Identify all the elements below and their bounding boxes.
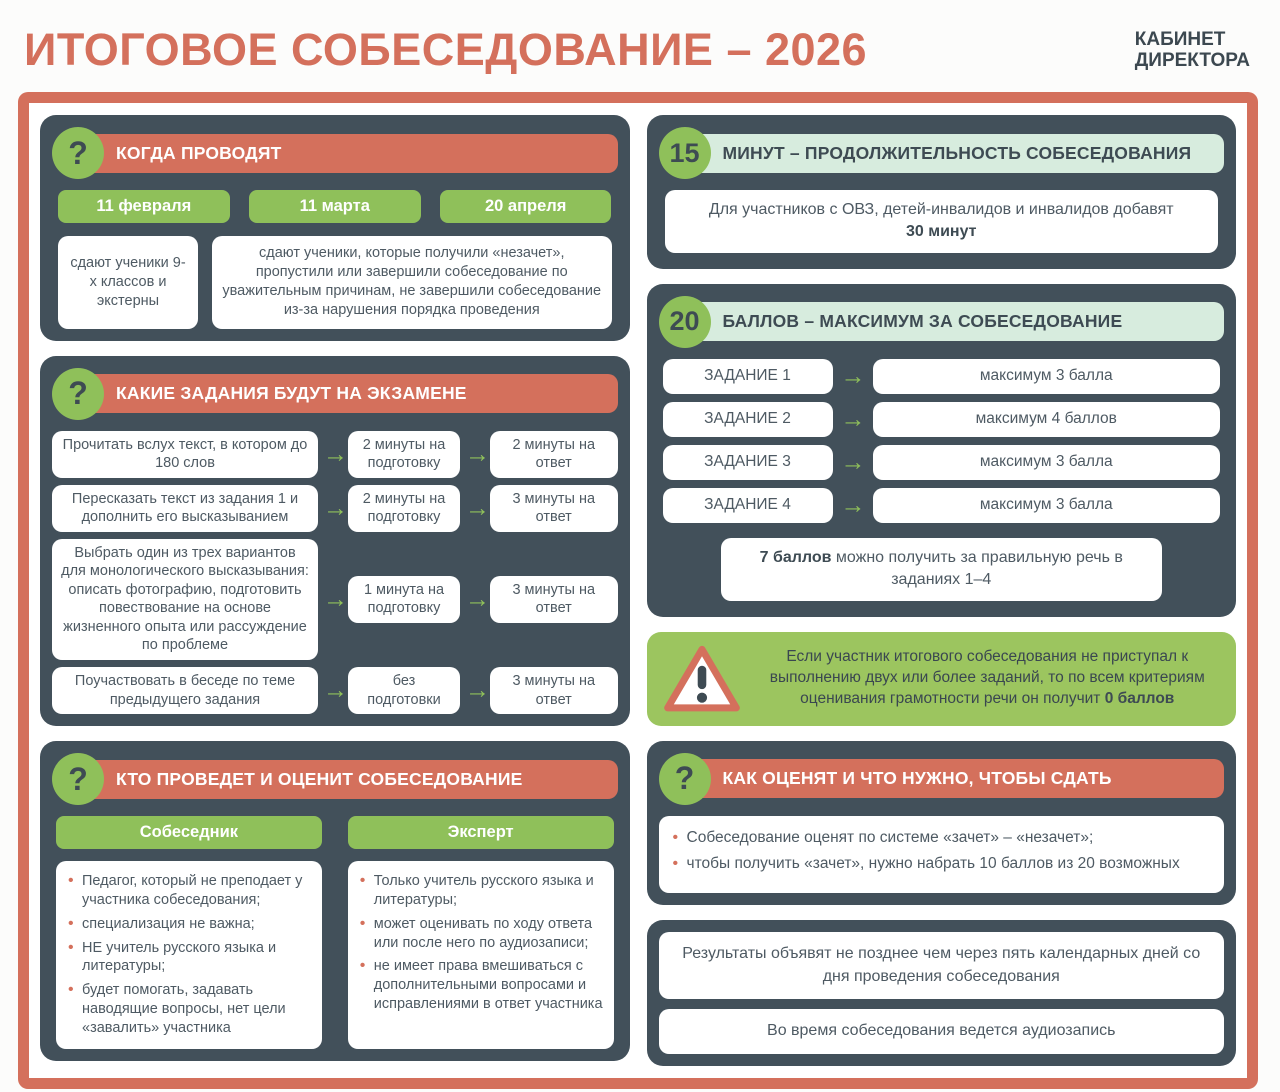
date-badge-march: 11 марта: [249, 190, 421, 223]
date-badge-february: 11 февраля: [58, 190, 230, 223]
expert-list: [348, 861, 614, 1049]
brand-line-2: ДИРЕКТОРА: [1134, 50, 1250, 71]
score-max-value: максимум 3 балла: [873, 488, 1221, 523]
content-frame: [18, 92, 1258, 1089]
warning-triangle-icon: [663, 643, 741, 715]
results-note-deadline: Результаты объявят не позднее чем через пять календарных дней со дня проведения собеседования: [659, 932, 1225, 999]
question-icon: ?: [52, 753, 104, 805]
list-item: • Только учитель русского языка и литературы;: [360, 872, 604, 910]
points-note-bold: 7 баллов: [759, 548, 832, 566]
when-note-other: сдают ученики, которые получили «незачет», пропустили или завершили собеседование по уважительным причинам, не завершили собеседование из-за нарушения порядка проведения: [212, 236, 612, 329]
card-duration-title: МИНУТ – ПРОДОЛЖИТЕЛЬНОСТЬ СОБЕСЕДОВАНИЯ: [679, 134, 1225, 173]
task-description: Поучаствовать в беседе по теме предыдущего задания: [52, 667, 318, 714]
list-item: • Педагог, который не преподает у участника собеседования;: [68, 872, 312, 910]
card-results: [647, 920, 1237, 1065]
when-notes: [52, 236, 618, 329]
arrow-right-icon: →: [323, 439, 348, 468]
question-icon: ?: [52, 368, 104, 420]
task-answer-time: 3 минуты на ответ: [490, 667, 618, 714]
role-badge-expert: Эксперт: [348, 816, 614, 849]
role-lists: [52, 861, 618, 1049]
card-points: [647, 284, 1237, 617]
brand-line-1: КАБИНЕТ: [1134, 28, 1226, 50]
arrow-right-icon: →: [840, 490, 866, 519]
duration-note-text: Для участников с ОВЗ, детей-инвалидов и инвалидов добавят: [708, 201, 1174, 218]
card-points-title: БАЛЛОВ – МАКСИМУМ ЗА СОБЕСЕДОВАНИЕ: [679, 302, 1225, 341]
list-item: • не имеет права вмешиваться с дополнительными вопросами и исправлениями в ответ участника: [360, 957, 604, 1014]
task-prep-time: 2 минуты на подготовку: [348, 485, 460, 532]
arrow-right-icon: →: [323, 493, 348, 522]
card-grading-header: [659, 753, 1225, 805]
arrow-right-icon: →: [840, 447, 866, 476]
card-points-header: [659, 296, 1225, 348]
task-prep-time: 1 минута на подготовку: [348, 576, 460, 623]
task-description: Пересказать текст из задания 1 и дополнить его высказыванием: [52, 485, 318, 532]
card-who-title: КТО ПРОВЕДЕТ И ОЦЕНИТ СОБЕСЕДОВАНИЕ: [72, 760, 618, 799]
points-note: [721, 538, 1162, 601]
task-prep-time: без подготовки: [348, 667, 460, 714]
left-column: [40, 115, 630, 1066]
task-answer-time: 3 минуты на ответ: [490, 485, 618, 532]
card-duration-header: [659, 127, 1225, 179]
arrow-right-icon: →: [465, 584, 490, 613]
card-grading: [647, 741, 1237, 906]
task-row: [52, 485, 618, 532]
card-who-header: [52, 753, 618, 805]
question-icon: ?: [659, 753, 711, 805]
brand-logo: [1135, 29, 1250, 72]
card-tasks-title: КАКИЕ ЗАДАНИЯ БУДУТ НА ЭКЗАМЕНЕ: [72, 374, 618, 413]
card-when-title: КОГДА ПРОВОДЯТ: [72, 134, 618, 173]
task-prep-time: 2 минуты на подготовку: [348, 431, 460, 478]
card-who: [40, 741, 630, 1061]
card-grading-title: КАК ОЦЕНЯТ И ЧТО НУЖНО, ЧТОБЫ СДАТЬ: [679, 759, 1225, 798]
warning-text-bold: 0 баллов: [1104, 690, 1175, 708]
list-item: • НЕ учитель русского языка и литературы;: [68, 939, 312, 977]
arrow-right-icon: →: [465, 676, 490, 705]
score-row: [659, 488, 1225, 523]
score-row: [659, 402, 1225, 437]
task-description: Выбрать один из трех вариантов для монологического высказывания: описать фотографию, подготовить повествование на основе жизненного опыта или рассуждение по проблеме: [52, 539, 318, 660]
score-max-value: максимум 4 баллов: [873, 402, 1221, 437]
date-badge-april: 20 апреля: [440, 190, 612, 223]
list-item: • будет помогать, задавать наводящие вопросы, нет цели «завалить» участника: [68, 981, 312, 1038]
task-answer-time: 2 минуты на ответ: [490, 431, 618, 478]
question-icon: ?: [52, 127, 104, 179]
points-note-rest: можно получить за правильную речь в заданиях 1–4: [831, 548, 1123, 589]
role-buttons: [52, 816, 618, 849]
score-max-value: максимум 3 балла: [873, 445, 1221, 480]
arrow-right-icon: →: [465, 439, 490, 468]
list-item: • специализация не важна;: [68, 915, 312, 934]
score-row: [659, 445, 1225, 480]
task-description: Прочитать вслух текст, в котором до 180 слов: [52, 431, 318, 478]
right-column: [647, 115, 1237, 1066]
score-max-value: максимум 3 балла: [873, 359, 1221, 394]
role-badge-interviewer: Собеседник: [56, 816, 322, 849]
duration-note-bold: 30 минут: [905, 223, 977, 241]
score-row: [659, 359, 1225, 394]
list-item: • Собеседование оценят по системе «зачет» – «незачет»;: [673, 828, 1211, 849]
card-when: [40, 115, 630, 341]
card-when-header: [52, 127, 618, 179]
card-duration: [647, 115, 1237, 269]
arrow-right-icon: →: [465, 493, 490, 522]
task-row: [52, 667, 618, 714]
score-task-label: ЗАДАНИЕ 2: [663, 402, 833, 437]
grading-list: [659, 816, 1225, 894]
date-row: [52, 190, 618, 223]
badge-20-icon: 20: [659, 296, 711, 348]
badge-15-icon: 15: [659, 127, 711, 179]
arrow-right-icon: →: [840, 404, 866, 433]
task-answer-time: 3 минуты на ответ: [490, 576, 618, 623]
score-task-label: ЗАДАНИЕ 1: [663, 359, 833, 394]
interviewer-list: [56, 861, 322, 1049]
page-title: ИТОГОВОЕ СОБЕСЕДОВАНИЕ – 2026: [24, 24, 868, 75]
card-tasks-header: [52, 368, 618, 420]
arrow-right-icon: →: [323, 676, 348, 705]
results-note-audio: Во время собеседования ведется аудиозапись: [659, 1009, 1225, 1053]
warning-text: [755, 647, 1221, 710]
duration-note: [665, 190, 1219, 253]
task-row: [52, 539, 618, 660]
arrow-right-icon: →: [840, 361, 866, 390]
when-note-first: сдают ученики 9-х классов и экстерны: [58, 236, 198, 329]
list-item: • может оценивать по ходу ответа или после него по аудиозаписи;: [360, 915, 604, 953]
warning-banner: [647, 632, 1237, 726]
score-task-label: ЗАДАНИЕ 3: [663, 445, 833, 480]
page-header: [0, 0, 1280, 92]
card-tasks: [40, 356, 630, 727]
warning-text-main: Если участник итогового собеседования не приступал к выполнению двух или более заданий, то по всем критериям оценивания грамотности речи он получит: [769, 648, 1205, 708]
task-row: [52, 431, 618, 478]
list-item: • чтобы получить «зачет», нужно набрать 10 баллов из 20 возможных: [673, 854, 1211, 875]
arrow-right-icon: →: [323, 584, 348, 613]
score-task-label: ЗАДАНИЕ 4: [663, 488, 833, 523]
